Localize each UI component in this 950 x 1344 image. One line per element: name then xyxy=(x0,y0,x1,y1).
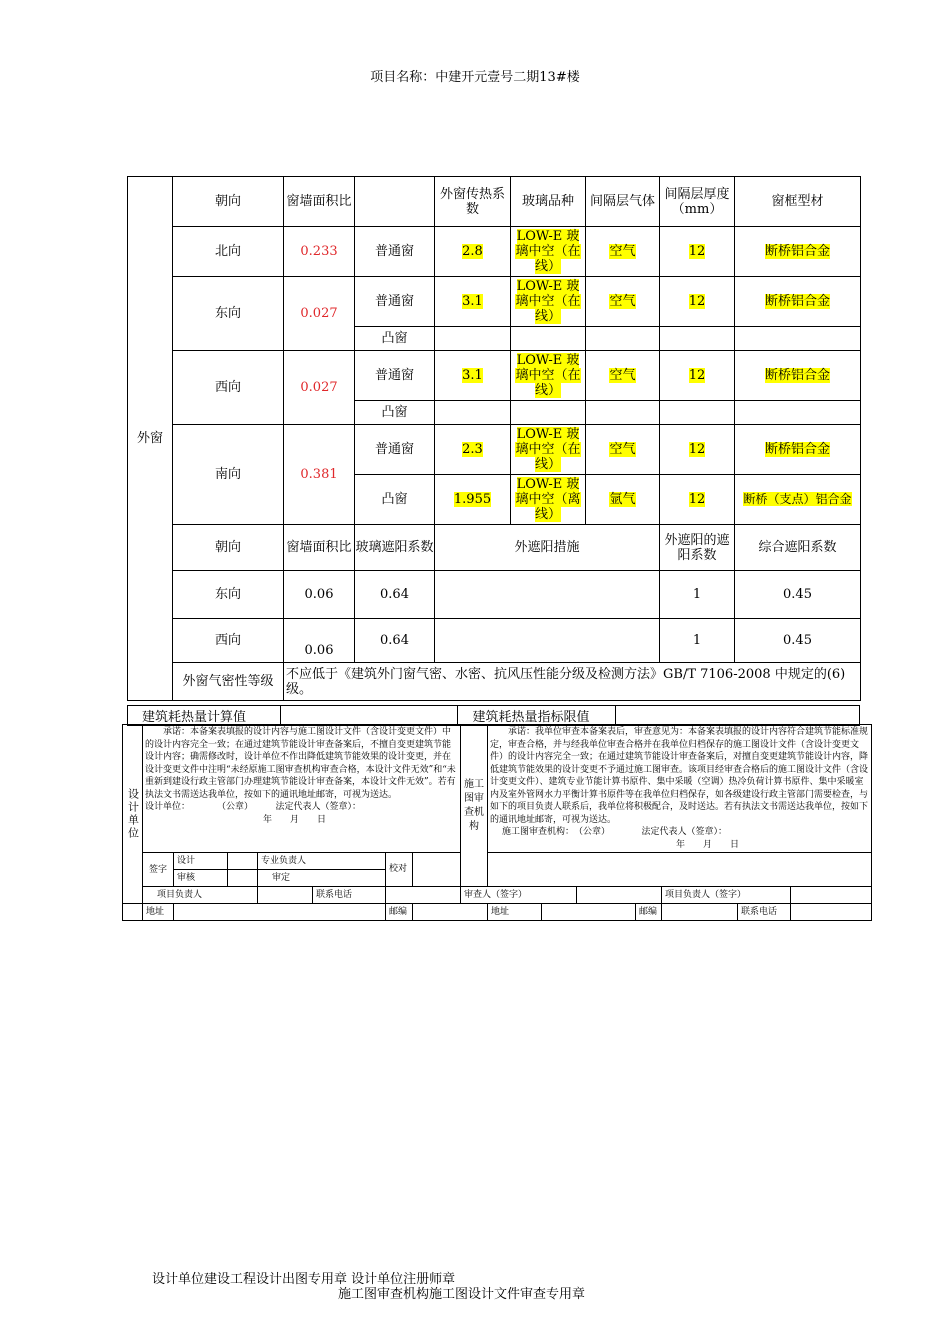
review-phone-cell: 联系电话 xyxy=(738,904,791,921)
type2-east: 凸窗 xyxy=(355,327,435,351)
shade-measure-west xyxy=(435,619,660,663)
glass-west: LOW-E 玻璃中空（在线） xyxy=(515,353,581,398)
shade-measure-east xyxy=(435,571,660,619)
ratio-south: 0.381 xyxy=(284,425,355,525)
shade-ext-west: 1 xyxy=(660,619,735,663)
thick2-south: 12 xyxy=(688,492,706,507)
design-unit-line: 设计单位： （公章） 法定代表人（签章）： xyxy=(145,802,362,812)
pm-cell: 项目负责人 xyxy=(143,887,258,904)
calc-left-label: 建筑耗热量计算值 xyxy=(128,706,281,726)
review-address-cell: 地址 xyxy=(488,904,542,921)
ratio-north: 0.233 xyxy=(284,227,355,277)
frame-north: 断桥铝合金 xyxy=(764,244,830,259)
ratio-east: 0.027 xyxy=(284,277,355,351)
k-north: 2.8 xyxy=(462,244,483,259)
thick-north: 12 xyxy=(688,244,706,259)
k-south: 2.3 xyxy=(462,442,483,457)
ratio-west: 0.027 xyxy=(284,351,355,425)
review-cell: 审核 xyxy=(174,870,228,887)
gas-east: 空气 xyxy=(609,294,636,309)
approve-cell: 审定 xyxy=(258,870,386,887)
gas-south: 空气 xyxy=(609,442,636,457)
shade-total-east: 0.45 xyxy=(735,571,861,619)
thick-south: 12 xyxy=(688,442,706,457)
orient-west: 西向 xyxy=(173,351,284,425)
type-west: 普通窗 xyxy=(355,351,435,401)
review-postcode-cell: 邮编 xyxy=(636,904,662,921)
review-org-label: 施工图审查机构 xyxy=(461,725,488,887)
type-north: 普通窗 xyxy=(355,227,435,277)
type2-south: 凸窗 xyxy=(355,475,435,525)
k-west: 3.1 xyxy=(462,368,483,383)
shade-header-total: 综合遮阳系数 xyxy=(735,525,861,571)
shade-sc-west: 0.64 xyxy=(355,619,435,663)
shade-header-sc: 玻璃遮阳系数 xyxy=(355,525,435,571)
glass2-south: LOW-E 玻璃中空（离线） xyxy=(515,477,581,522)
header-glass: 玻璃品种 xyxy=(511,177,586,227)
gas2-south: 氩气 xyxy=(609,492,636,507)
shade-orient-west: 西向 xyxy=(173,619,284,663)
frame-south: 断桥铝合金 xyxy=(764,442,830,457)
gas-north: 空气 xyxy=(609,244,636,259)
shade-total-west: 0.45 xyxy=(735,619,861,663)
header-ratio: 窗墙面积比 xyxy=(284,177,355,227)
phone-cell: 联系电话 xyxy=(313,887,386,904)
review-date: 年 月 日 xyxy=(676,839,740,850)
header-frame: 窗框型材 xyxy=(735,177,861,227)
type-south: 普通窗 xyxy=(355,425,435,475)
type2-west: 凸窗 xyxy=(355,401,435,425)
glass-east: LOW-E 玻璃中空（在线） xyxy=(515,279,581,324)
lead-cell: 专业负责人 xyxy=(258,853,386,870)
design-promise: 承诺：本备案表填报的设计内容与施工图设计文件（含设计变更文件）中的设计内容完全一致；在通过建筑节能设计审查备案后，不擅自变更建筑节能设计内容；确需修改时，设计单位不作出降低建筑节能效果的设计变更，并在设计变更文件中注明“未经原施工图审查机构审查合格，本设计文件无效”和“未重新到建设行政主管部门办理建筑节能设计审查备案，本设计文件无效”。若有执法文书需送达我单位，按如下的通讯地址邮寄，可视为送达。 xyxy=(145,727,456,800)
shade-ratio-east: 0.06 xyxy=(284,571,355,619)
k2-south: 1.955 xyxy=(453,492,492,507)
sign-label: 签字 xyxy=(143,853,174,887)
design-unit-label: 设计单位 xyxy=(123,725,143,904)
stamp-line-1: 设计单位建设工程设计出图专用章 设计单位注册师章 xyxy=(152,1272,456,1287)
calc-row xyxy=(127,705,860,726)
frame2-south: 断桥（支点）铝合金 xyxy=(743,492,852,506)
header-blank xyxy=(355,177,435,227)
orient-south: 南向 xyxy=(173,425,284,525)
header-orient: 朝向 xyxy=(173,177,284,227)
review-promise: 承诺：我单位审查本备案表后，审查意见为：本备案表填报的设计内容符合建筑节能标准规定，审查合格，并与经我单位审查合格并在我单位归档保存的施工图设计文件（含设计变更文件）的设计内容完全一致；在通过建筑节能设计审查备案后，对擅自变更建筑节能设计内容，降低建筑节能效果的设计变更不予通过施工图审查。该项目经审查合格后的施工图设计文件（含设计变更文件）、建筑专业节能计算书原件、集中采暖（空调）热冷负荷计算书原件、集中采暖室内及室外管网水力平衡计算书原件等在我单位归档保存，如各级建设行政主管部门需要检查，与如下的项目负责人联系后，我单位将积极配合，及时送达。若有执法文书需送达我单位，按如下的通讯地址邮寄，可视为送达。 xyxy=(490,727,869,825)
signature-table xyxy=(122,724,872,921)
frame-east: 断桥铝合金 xyxy=(764,294,830,309)
gas-west: 空气 xyxy=(609,368,636,383)
review-unit-line: 施工图审查机构： （公章） 法定代表人（签章）： xyxy=(502,827,728,837)
airtight-text: 不应低于《建筑外门窗气密、水密、抗风压性能分级及检测方法》GB/T 7106-2008 中规定的(6)级。 xyxy=(284,663,861,701)
shade-header-ext: 外遮阳的遮阳系数 xyxy=(660,525,735,571)
shade-header-orient: 朝向 xyxy=(173,525,284,571)
header-gas: 间隔层气体 xyxy=(586,177,660,227)
shade-ext-east: 1 xyxy=(660,571,735,619)
design-cell: 设计 xyxy=(174,853,228,870)
shade-header-measure: 外遮阳措施 xyxy=(435,525,660,571)
header-thick: 间隔层厚度（mm） xyxy=(660,177,735,227)
glass-south: LOW-E 玻璃中空（在线） xyxy=(515,427,581,472)
airtight-label: 外窗气密性等级 xyxy=(173,663,284,701)
outer-window-label: 外窗 xyxy=(128,177,173,701)
shade-orient-east: 东向 xyxy=(173,571,284,619)
orient-east: 东向 xyxy=(173,277,284,351)
project-title: 项目名称：中建开元壹号二期13#楼 xyxy=(370,70,580,85)
review-pm-cell: 项目负责人（签字） xyxy=(662,887,791,904)
type-east: 普通窗 xyxy=(355,277,435,327)
shade-ratio-west: 0.06 xyxy=(284,619,355,663)
thick-east: 12 xyxy=(688,294,706,309)
address-cell: 地址 xyxy=(143,904,174,921)
reviewer-cell: 审查人（签字） xyxy=(461,887,577,904)
header-k: 外窗传热系数 xyxy=(435,177,511,227)
frame-west: 断桥铝合金 xyxy=(764,368,830,383)
k-east: 3.1 xyxy=(462,294,483,309)
shade-sc-east: 0.64 xyxy=(355,571,435,619)
thick-west: 12 xyxy=(688,368,706,383)
shade-header-ratio: 窗墙面积比 xyxy=(284,525,355,571)
stamp-line-2: 施工图审查机构施工图设计文件审查专用章 xyxy=(338,1287,586,1302)
design-date: 年 月 日 xyxy=(263,814,327,825)
orient-north: 北向 xyxy=(173,227,284,277)
calc-right-label: 建筑耗热量指标限值 xyxy=(458,706,615,726)
check-cell: 校对 xyxy=(386,853,413,887)
glass-north: LOW-E 玻璃中空（在线） xyxy=(515,229,581,274)
postcode-cell: 邮编 xyxy=(386,904,413,921)
window-table xyxy=(127,176,861,701)
